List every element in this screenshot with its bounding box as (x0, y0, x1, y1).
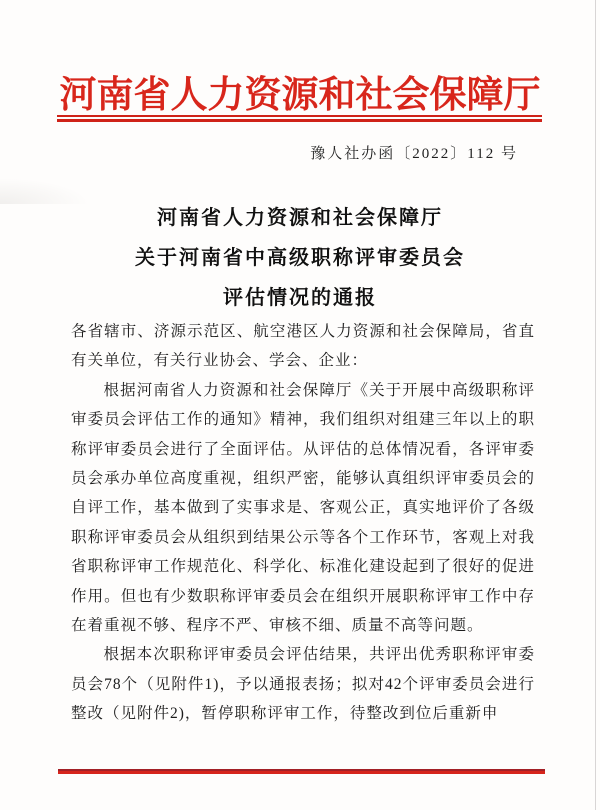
header-double-rule (57, 115, 542, 122)
title-line-2: 关于河南省中高级职称评审委员会 (135, 247, 465, 269)
body-paragraph-1: 根据河南省人力资源和社会保障厅《关于开展中高级职称评审委员会评估工作的通知》精神，我们组织对组建三年以上的职称评审委员会进行了全面评估。从评估的总体情况看，各评审委员会承办单位高度重视，组织严密，能够认真组织评审委员会的自评工作，基本做到了实事求是、客观公正，真实地评价了各级职称评审委员会从组织到结果公示等各个工作环节，客观上对我省职称评审工作规范化、科学化、标准化建设起到了很好的促进作用。但也有少数职称评审委员会在组织开展职称评审工作中存在着重视不够、程序不严、审核不细、质量不高等问题。 (71, 381, 535, 635)
masthead-title: 河南省人力资源和社会保障厅 (59, 75, 541, 116)
salutation-paragraph: 各省辖市、济源示范区、航空港区人力资源和社会保障局，省直有关单位，有关行业协会、学会、企业： (71, 323, 535, 370)
footer-rule (58, 769, 545, 774)
document-title (0, 198, 600, 318)
document-body (71, 317, 535, 729)
body-paragraph-2: 根据本次职称评审委员会评估结果，共评出优秀职称评审委员会78个（见附件1)，予以通报表扬；拟对42个评审委员会进行整改（见附件2)，暂停职称评审工作，待整改到位后重新申 (71, 646, 535, 723)
scan-page-edge (595, 0, 596, 810)
doc-number: 豫人社办函〔2022〕112 号 (310, 146, 518, 162)
title-line-1: 河南省人力资源和社会保障厅 (157, 207, 443, 229)
title-line-3: 评估情况的通报 (223, 287, 377, 309)
